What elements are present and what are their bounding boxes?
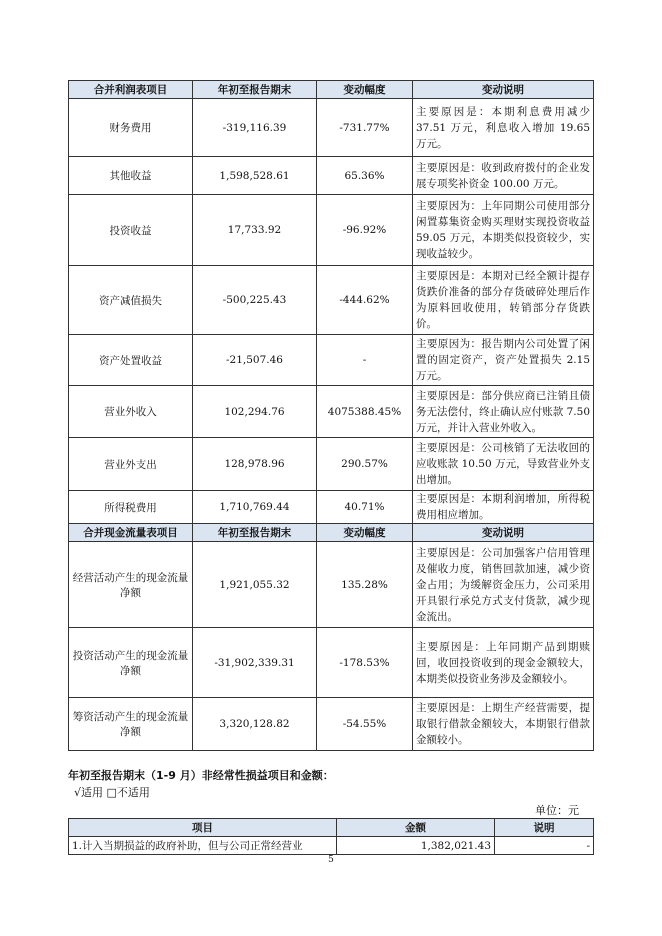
table-row: [69, 837, 594, 855]
header-cell: 年初至报告期末: [193, 81, 317, 99]
cashflow-header-row: [69, 524, 594, 542]
table-row: [69, 99, 594, 157]
item-cell: 投资活动产生的现金流量净额: [69, 628, 193, 698]
change-analysis-table: [68, 80, 594, 751]
value-cell: -21,507.46: [193, 335, 317, 386]
header-cell: 变动幅度: [317, 81, 413, 99]
desc-cell: 主要原因为：报告期内公司处置了闲置的固定资产，资产处置损失 2.15 万元。: [413, 335, 594, 386]
desc-cell: 主要原因是：部分供应商已注销且债务无法偿付，终止确认应付账款 7.50 万元，并计入营业外收入。: [413, 386, 594, 438]
table-row: [69, 266, 594, 335]
item-cell: 财务费用: [69, 99, 193, 157]
item-cell: 所得税费用: [69, 491, 193, 524]
value-cell: 102,294.76: [193, 386, 317, 438]
unit-label: 单位：元: [535, 804, 579, 817]
header-cell: 变动说明: [413, 81, 594, 99]
change-cell: -54.55%: [317, 698, 413, 751]
nonrecurring-header-row: [69, 819, 594, 837]
desc-cell: 主要原因为：上年同期公司使用部分闲置募集资金购买理财实现投资收益 59.05 万元，本期类似投资较少，实现收益较少。: [413, 195, 594, 266]
change-cell: 4075388.45%: [317, 386, 413, 438]
change-cell: 65.36%: [317, 157, 413, 195]
table-row: [69, 438, 594, 491]
desc-cell: 主要原因是：公司加强客户信用管理及催收力度，销售回款加速，减少资金占用；为缓解资金压力，公司采用开具银行承兑方式支付货款，减少现金流出。: [413, 542, 594, 628]
header-cell: 项目: [69, 819, 337, 837]
header-cell: 说明: [495, 819, 594, 837]
table-row: [69, 157, 594, 195]
table-row: [69, 491, 594, 524]
table-row: [69, 628, 594, 698]
nonrecurring-table: [68, 818, 594, 855]
value-cell: -31,902,339.31: [193, 628, 317, 698]
amount-cell: 1,382,021.43: [337, 837, 495, 855]
value-cell: 1,598,528.61: [193, 157, 317, 195]
desc-cell: 主要原因是：公司核销了无法收回的应收账款 10.50 万元，导致营业外支出增加。: [413, 438, 594, 491]
table-row: [69, 195, 594, 266]
change-cell: -444.62%: [317, 266, 413, 335]
header-cell: 合并现金流量表项目: [69, 524, 193, 542]
header-cell: 变动幅度: [317, 524, 413, 542]
change-cell: -731.77%: [317, 99, 413, 157]
table-row: [69, 542, 594, 628]
desc-cell: 主要原因是：上年同期产品到期赎回，收回投资收到的现金金额较大，本期类似投资业务涉及金额较小。: [413, 628, 594, 698]
income-header-row: [69, 81, 594, 99]
header-cell: 合并利润表项目: [69, 81, 193, 99]
value-cell: 17,733.92: [193, 195, 317, 266]
header-cell: 变动说明: [413, 524, 594, 542]
desc-cell: 主要原因是：收到政府拨付的企业发展专项奖补资金 100.00 万元。: [413, 157, 594, 195]
applicable-checkbox-label: √适用 □不适用: [74, 786, 150, 799]
value-cell: 1,921,055.32: [193, 542, 317, 628]
change-cell: 290.57%: [317, 438, 413, 491]
table-row: [69, 386, 594, 438]
nonrecurring-title: 年初至报告期末（1-9 月）非经常性损益项目和金额：: [68, 769, 334, 782]
change-cell: -96.92%: [317, 195, 413, 266]
change-cell: -178.53%: [317, 628, 413, 698]
page-number: 5: [328, 855, 334, 865]
item-cell: 筹资活动产生的现金流量净额: [69, 698, 193, 751]
value-cell: 128,978.96: [193, 438, 317, 491]
item-cell: 资产减值损失: [69, 266, 193, 335]
item-cell: 其他收益: [69, 157, 193, 195]
item-cell: 经营活动产生的现金流量净额: [69, 542, 193, 628]
item-cell: 营业外支出: [69, 438, 193, 491]
header-cell: 金额: [337, 819, 495, 837]
table-row: [69, 335, 594, 386]
item-cell: 1.计入当期损益的政府补助，但与公司正常经营业: [69, 837, 337, 855]
change-cell: 40.71%: [317, 491, 413, 524]
value-cell: 3,320,128.82: [193, 698, 317, 751]
change-cell: -: [317, 335, 413, 386]
note-cell: -: [495, 837, 594, 855]
desc-cell: 主要原因是：本期利润增加，所得税费用相应增加。: [413, 491, 594, 524]
desc-cell: 主要原因是：本期利息费用减少37.51 万元，利息收入增加 19.65 万元。: [413, 99, 594, 157]
item-cell: 营业外收入: [69, 386, 193, 438]
desc-cell: 主要原因是：本期对已经全额计提存货跌价准备的部分存货破碎处理后作为原料回收使用，转销部分存货跌价。: [413, 266, 594, 335]
item-cell: 资产处置收益: [69, 335, 193, 386]
value-cell: -500,225.43: [193, 266, 317, 335]
desc-cell: 主要原因是：上期生产经营需要，提取银行借款金额较大，本期银行借款金额较小。: [413, 698, 594, 751]
header-cell: 年初至报告期末: [193, 524, 317, 542]
change-cell: 135.28%: [317, 542, 413, 628]
value-cell: -319,116.39: [193, 99, 317, 157]
table-row: [69, 698, 594, 751]
value-cell: 1,710,769.44: [193, 491, 317, 524]
item-cell: 投资收益: [69, 195, 193, 266]
